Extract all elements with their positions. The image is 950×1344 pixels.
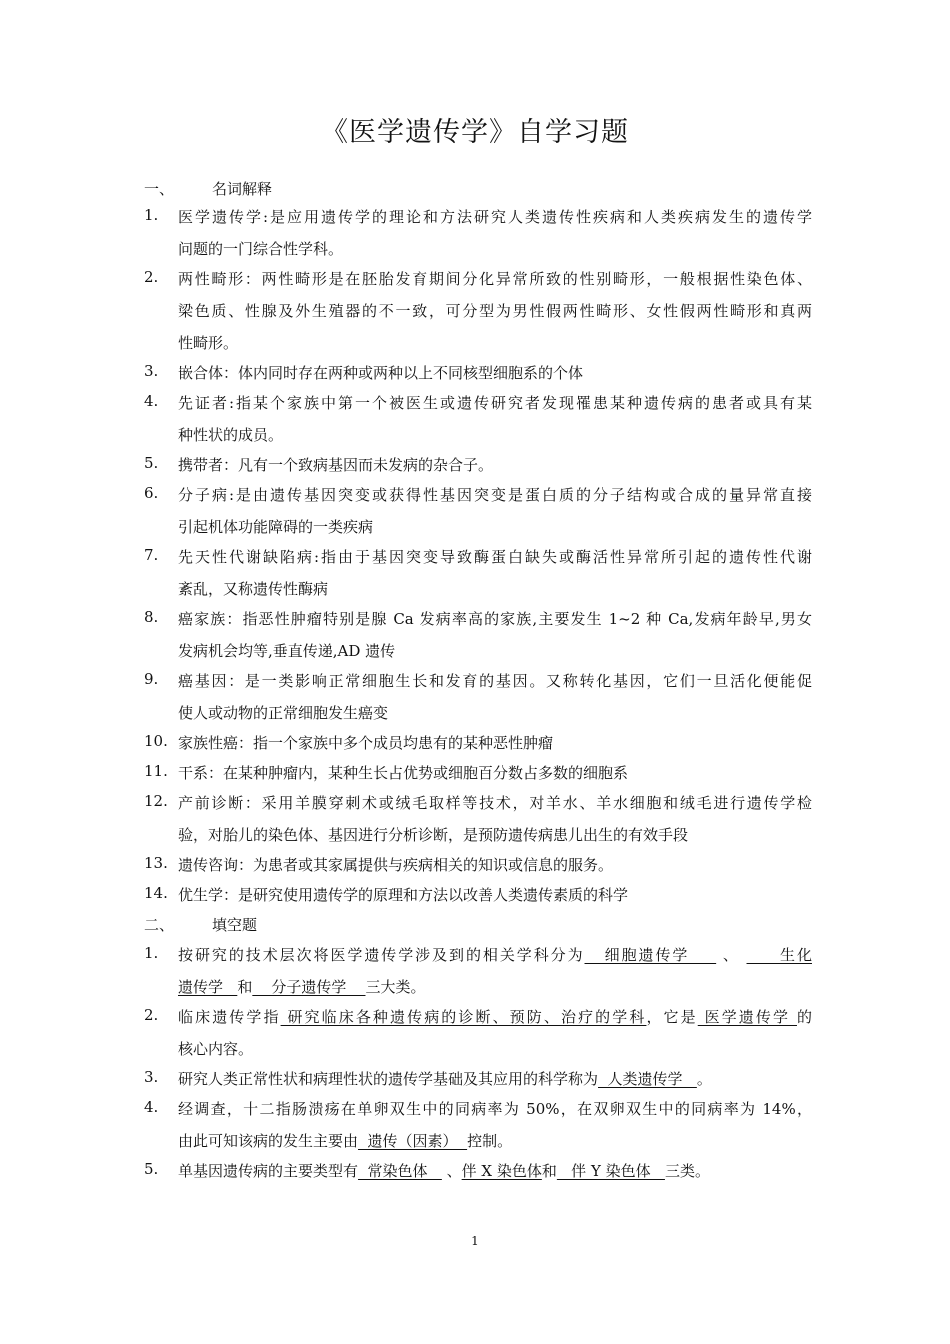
item-number: 1. (144, 944, 159, 962)
item-number: 9. (144, 670, 159, 688)
section-heading-fill-blank (144, 914, 257, 935)
question-text: 经调查，十二指肠溃疡在单卵双生中的同病率为 50%，在双卵双生中的同病率为 14%， (178, 1100, 812, 1118)
question-text: 临床遗传学指 (178, 1008, 281, 1026)
item-number: 2. (144, 1006, 159, 1024)
item-text-line: 先证者:指某个家族中第一个被医生或遗传研究者发现罹患某种遗传病的患者或具有某 (178, 394, 812, 412)
item-number: 8. (144, 608, 159, 626)
item-text-line (178, 976, 812, 997)
section-heading-definitions (144, 178, 272, 199)
item-text-line: 嵌合体：体内同时存在两种或两种以上不同核型细胞系的个体 (178, 364, 584, 382)
item-number: 1. (144, 206, 159, 224)
answer-blank: 人类遗传学 (598, 1070, 697, 1088)
item-text-line (178, 1160, 812, 1181)
answer-blank: 遗传学 (178, 978, 238, 996)
item-text-line: 性畸形。 (178, 334, 239, 352)
answer-blank: 伴 X 染色体 (461, 1162, 542, 1180)
answer-blank: 伴 Y 染色体 (556, 1162, 665, 1180)
item-text-line: 验，对胎儿的染色体、基因进行分析诊断，是预防遗传病患儿出生的有效手段 (178, 826, 689, 844)
question-text: 三类。 (664, 1162, 710, 1180)
item-text-line (178, 944, 812, 965)
question-text: ，它是 (646, 1008, 698, 1026)
item-text-line: 分子病:是由遗传基因突变或获得性基因突变是蛋白质的分子结构或合成的量异常直接 (178, 486, 812, 504)
item-text-line (178, 1130, 812, 1151)
answer-blank: 研究临床各种遗传病的诊断、预防、治疗的学科 (280, 1008, 647, 1026)
question-text: 按研究的技术层次将医学遗传学涉及到的相关学科分为 (178, 946, 585, 964)
item-text-line: 优生学：是研究使用遗传学的原理和方法以改善人类遗传素质的科学 (178, 886, 629, 904)
item-text-line: 两性畸形：两性畸形是在胚胎发育期间分化异常所致的性别畸形，一般根据性染色体、 (178, 270, 812, 288)
question-text: 。 (696, 1070, 712, 1088)
section-number: 一、 (144, 180, 175, 198)
section-label: 填空题 (212, 916, 258, 934)
item-text-line (178, 1038, 812, 1059)
item-number: 5. (144, 1160, 159, 1178)
question-text: 研究人类正常性状和病理性状的遗传学基础及其应用的科学称为 (178, 1070, 599, 1088)
item-text-line: 遗传咨询：为患者或其家属提供与疾病相关的知识或信息的服务。 (178, 856, 614, 874)
question-text: 由此可知该病的发生主要由 (178, 1132, 359, 1150)
item-text-line: 使人或动物的正常细胞发生癌变 (178, 704, 389, 722)
item-number: 11. (144, 762, 168, 780)
item-text-line (178, 1068, 812, 1089)
section-number: 二、 (144, 916, 175, 934)
question-text: 、 (441, 1162, 462, 1180)
item-number: 13. (144, 854, 168, 872)
item-number: 14. (144, 884, 168, 902)
question-text: 的 (796, 1008, 812, 1026)
item-text-line: 家族性癌：指一个家族中多个成员均患有的某种恶性肿瘤 (178, 734, 554, 752)
item-number: 6. (144, 484, 159, 502)
answer-blank: 常染色体 (358, 1162, 442, 1180)
question-text: 核心内容。 (178, 1040, 254, 1058)
item-text-line (178, 1098, 812, 1119)
item-text-line: 携带者：凡有一个致病基因而未发病的杂合子。 (178, 456, 494, 474)
item-number: 3. (144, 362, 159, 380)
item-number: 5. (144, 454, 159, 472)
question-text: 、 (716, 946, 747, 964)
answer-blank: 遗传（因素） (358, 1132, 468, 1150)
item-text-line: 癌家族：指恶性肿瘤特别是腺 Ca 发病率高的家族,主要发生 1~2 种 Ca,发病年龄早,男女 (178, 610, 812, 628)
item-text-line: 先天性代谢缺陷病:指由于基因突变导致酶蛋白缺失或酶活性异常所引起的遗传性代谢 (178, 548, 812, 566)
item-text-line: 梁色质、性腺及外生殖器的不一致，可分型为男性假两性畸形、女性假两性畸形和真两 (178, 302, 812, 320)
item-text-line: 种性状的成员。 (178, 426, 284, 444)
question-text: 和 (237, 978, 253, 996)
item-text-line: 医学遗传学:是应用遗传学的理论和方法研究人类遗传性疾病和人类疾病发生的遗传学 (178, 208, 812, 226)
item-text-line: 发病机会均等,垂直传递,AD 遗传 (178, 642, 396, 660)
section-label: 名词解释 (212, 180, 273, 198)
item-text-line: 问题的一门综合性学科。 (178, 240, 344, 258)
item-text-line: 产前诊断：采用羊膜穿刺术或绒毛取样等技术，对羊水、羊水细胞和绒毛进行遗传学检 (178, 794, 812, 812)
question-text: 三大类。 (365, 978, 426, 996)
item-number: 3. (144, 1068, 159, 1086)
item-text-line: 癌基因：是一类影响正常细胞生长和发育的基因。又称转化基因，它们一旦活化便能促 (178, 672, 812, 690)
item-text-line: 干系：在某种肿瘤内，某种生长占优势或细胞百分数占多数的细胞系 (178, 764, 629, 782)
page-number: 1 (471, 1234, 479, 1248)
item-number: 7. (144, 546, 159, 564)
item-text-line (178, 1006, 812, 1027)
item-number: 2. (144, 268, 159, 286)
answer-blank: 医学遗传学 (697, 1008, 797, 1026)
answer-blank: 分子遗传学 (252, 978, 366, 996)
answer-blank: 生化 (746, 946, 812, 964)
item-number: 10. (144, 732, 168, 750)
item-number: 4. (144, 392, 159, 410)
item-text-line: 紊乱，又称遗传性酶病 (178, 580, 329, 598)
item-text-line: 引起机体功能障碍的一类疾病 (178, 518, 374, 536)
page-title: 《医学遗传学》自学习题 (321, 117, 629, 148)
question-text: 控制。 (467, 1132, 513, 1150)
answer-blank: 细胞遗传学 (584, 946, 717, 964)
item-number: 4. (144, 1098, 159, 1116)
question-text: 单基因遗传病的主要类型有 (178, 1162, 359, 1180)
question-text: 和 (541, 1162, 557, 1180)
item-number: 12. (144, 792, 168, 810)
